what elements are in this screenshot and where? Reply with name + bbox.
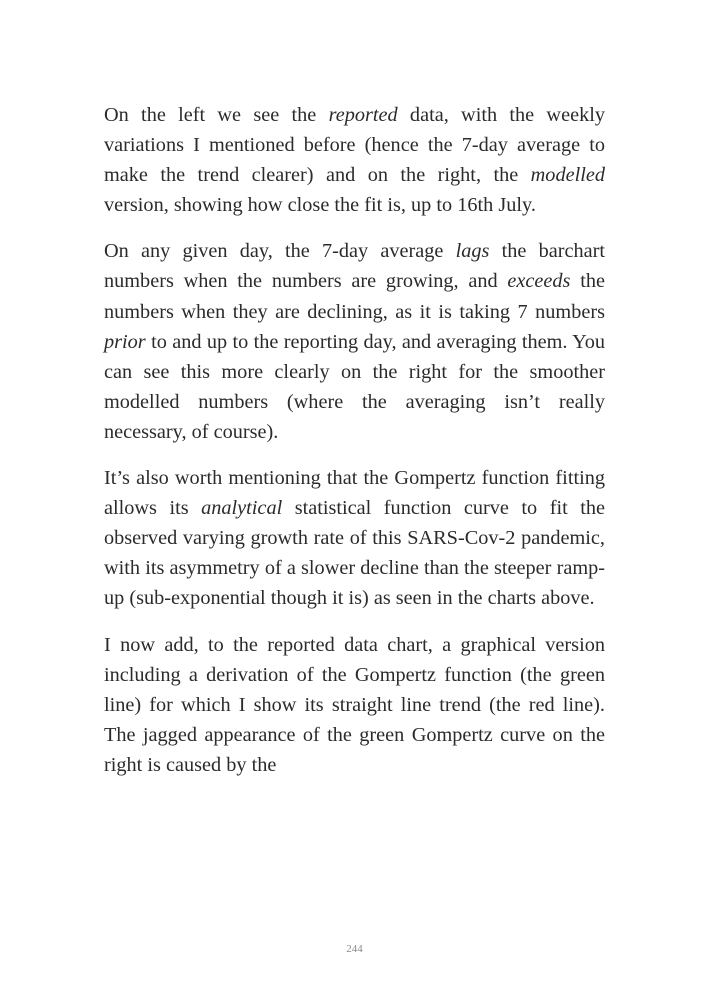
paragraph — [104, 630, 605, 780]
paragraph-text: I now add, to the reported data chart, a graphical version including a derivation of the Gompertz function (the green line) for which I show its straight line trend (the red line). The jagged appearance of the green Gompertz curve on the right is caused by the — [104, 633, 605, 776]
italic-term: prior — [104, 330, 146, 353]
paragraph — [104, 236, 605, 447]
body-text — [104, 100, 605, 796]
paragraph-text: the barchart numbers when the numbers are growing, and — [104, 240, 605, 293]
paragraph-text: It’s also worth mentioning that the Gompertz function fitting allows its — [104, 467, 605, 520]
paragraph-text: data, with the weekly variations I mentioned before (hence the 7-day average to make the trend clearer) and on the right, the — [104, 104, 605, 187]
paragraph-text: On any given day, the 7-day average — [104, 240, 456, 263]
paragraph — [104, 100, 605, 220]
paragraph-text: to and up to the reporting day, and averaging them. You can see this more clearly on the right for the smoother modelled numbers (where the averaging isn’t really necessary, of course). — [104, 330, 605, 443]
paragraph-text: On the left we see the — [104, 104, 329, 126]
italic-term: exceeds — [507, 270, 571, 293]
italic-term: reported — [328, 104, 398, 126]
paragraph — [104, 463, 605, 613]
paragraph-text: version, showing how close the fit is, up to 16th July. — [104, 194, 536, 217]
paragraph-text: statistical function curve to fit the observed varying growth rate of this SARS-Cov-2 pandemic, with its asymmetry of a slower decline than the steeper ramp-up (sub-exponential though it is) as seen in the charts above. — [104, 497, 605, 610]
italic-term: lags — [455, 240, 490, 263]
italic-term: analytical — [201, 497, 283, 520]
italic-term: modelled — [530, 164, 605, 187]
paragraph-text: the numbers when they are declining, as it is taking 7 numbers — [104, 270, 605, 323]
page-number: 244 — [346, 943, 363, 955]
